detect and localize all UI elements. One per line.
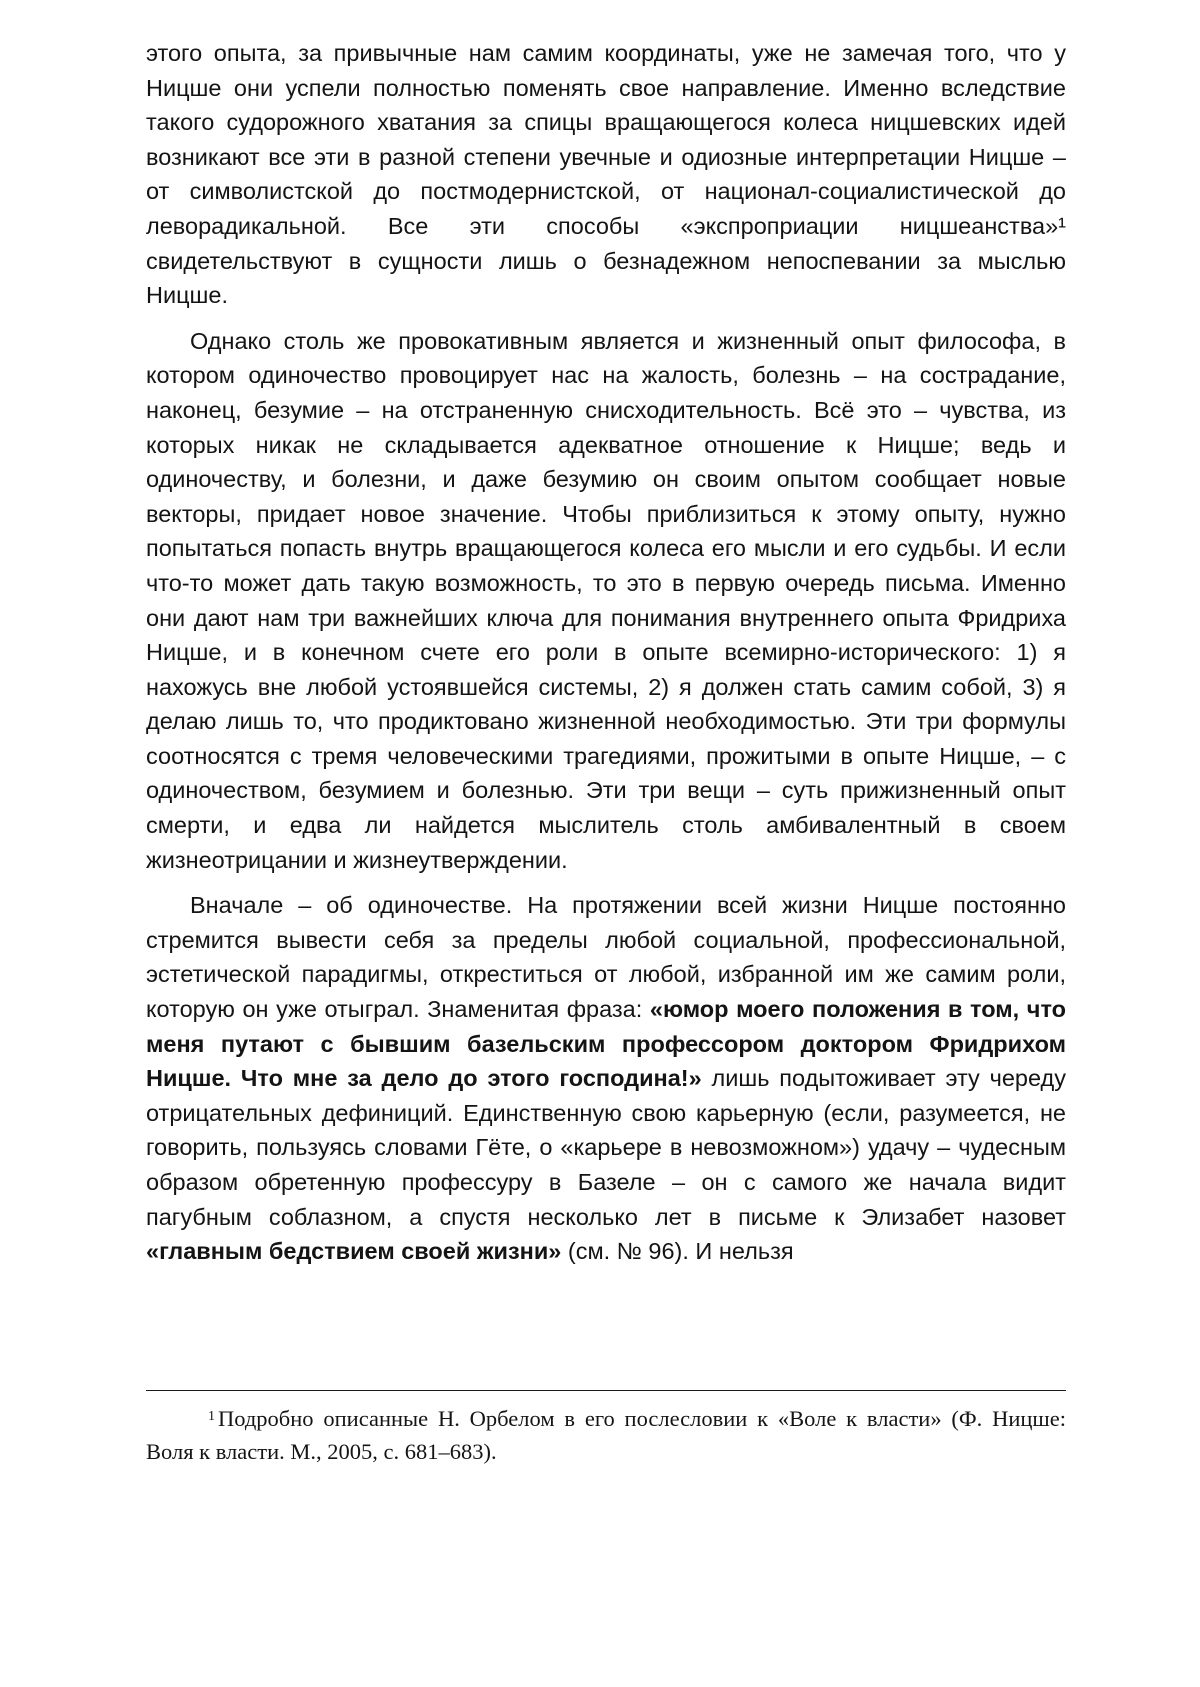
paragraph-2 [146,324,1066,878]
footnote-text: Подробно описанные Н. Орбелом в его послесловии к «Воле к власти» (Ф. Ницше: Воля к власти. М., 2005, с. 681–683). [146,1406,1066,1464]
footnote [146,1400,1066,1468]
paragraph-1-text: этого опыта, за привычные нам самим координаты, уже не замечая того, что у Ницше они успели полностью поменять свое направление. Именно вследствие такого судорожного хватания за спицы вращающегося колеса ницшевских идей возникают все эти в разной степени увечные и одиозные интерпретации Ницше – от символистской до постмодернистской, от национал-социалистической до леворадикальной. Все эти способы «экспроприации ницшеанства»¹ свидетельствуют в сущности лишь о безнадежном непоспевании за мыслью Ницше. [146,40,1066,309]
paragraph-3-text-a: Вначале – об одиночестве. На протяжении всей жизни Ницше постоянно стремится вывести себя за пределы любой социальной, профессиональной, эстетической парадигмы, откреститься от любой, избранной им же самим роли, которую он уже отыграл. Знаменитая фраза: [146,892,1066,1023]
footnote-marker: 1 [208,1409,215,1424]
nietzsche-quote-humor: «юмор моего положения в том, что меня путают с бывшим базельским профессором доктором Фридрихом Ницше. Что мне за дело до этого господина!» [146,996,1066,1092]
footnote-divider [146,1390,1066,1391]
main-text [146,36,1066,1280]
paragraph-3-text-b: лишь подытоживает эту череду отрицательных дефиниций. Единственную свою карьерную (если, разумеется, не говорить, пользуясь словами Гёте, о «карьере в невозможном») удачу – чудесным образом обретенную профессуру в Базеле – он с самого же начала видит пагубным соблазном, а спустя несколько лет в письме к Элизабет назовет [146,1065,1066,1230]
paragraph-2-text: Однако столь же провокативным является и жизненный опыт философа, в котором одиночество провоцирует нас на жалость, болезнь – на сострадание, наконец, безумие – на отстраненную снисходительность. Всё это – чувства, из которых никак не складывается адекватное отношение к Ницше; ведь и одиночеству, и болезни, и даже безумию он своим опытом сообщает новые векторы, придает новое значение. Чтобы приблизиться к этому опыту, нужно попытаться попасть внутрь вращающегося колеса его мысли и его судьбы. И если что-то может дать такую возможность, то это в первую очередь письма. Именно они дают нам три важнейших ключа для понимания внутреннего опыта Фридриха Ницше, и в конечном счете его роли в опыте всемирно-исторического: 1) я нахожусь вне любой устоявшейся системы, 2) я должен стать самим собой, 3) я делаю лишь то, что продиктовано жизненной необходимостью. Эти три формулы соотносятся с тремя человеческими трагедиями, прожитыми в опыте Ницше, – с одиночеством, безумием и болезнью. Эти три вещи – суть прижизненный опыт смерти, и едва ли найдется мыслитель столь амбивалентный в своем жизнеотрицании и жизнеутверждении. [146,327,1066,873]
nietzsche-quote-disaster: «главным бедствием своей жизни» [146,1238,562,1265]
paragraph-3-text-c: (см. № 96). И нельзя [561,1238,794,1265]
paragraph-3 [146,888,1066,1269]
paragraph-1 [146,36,1066,313]
